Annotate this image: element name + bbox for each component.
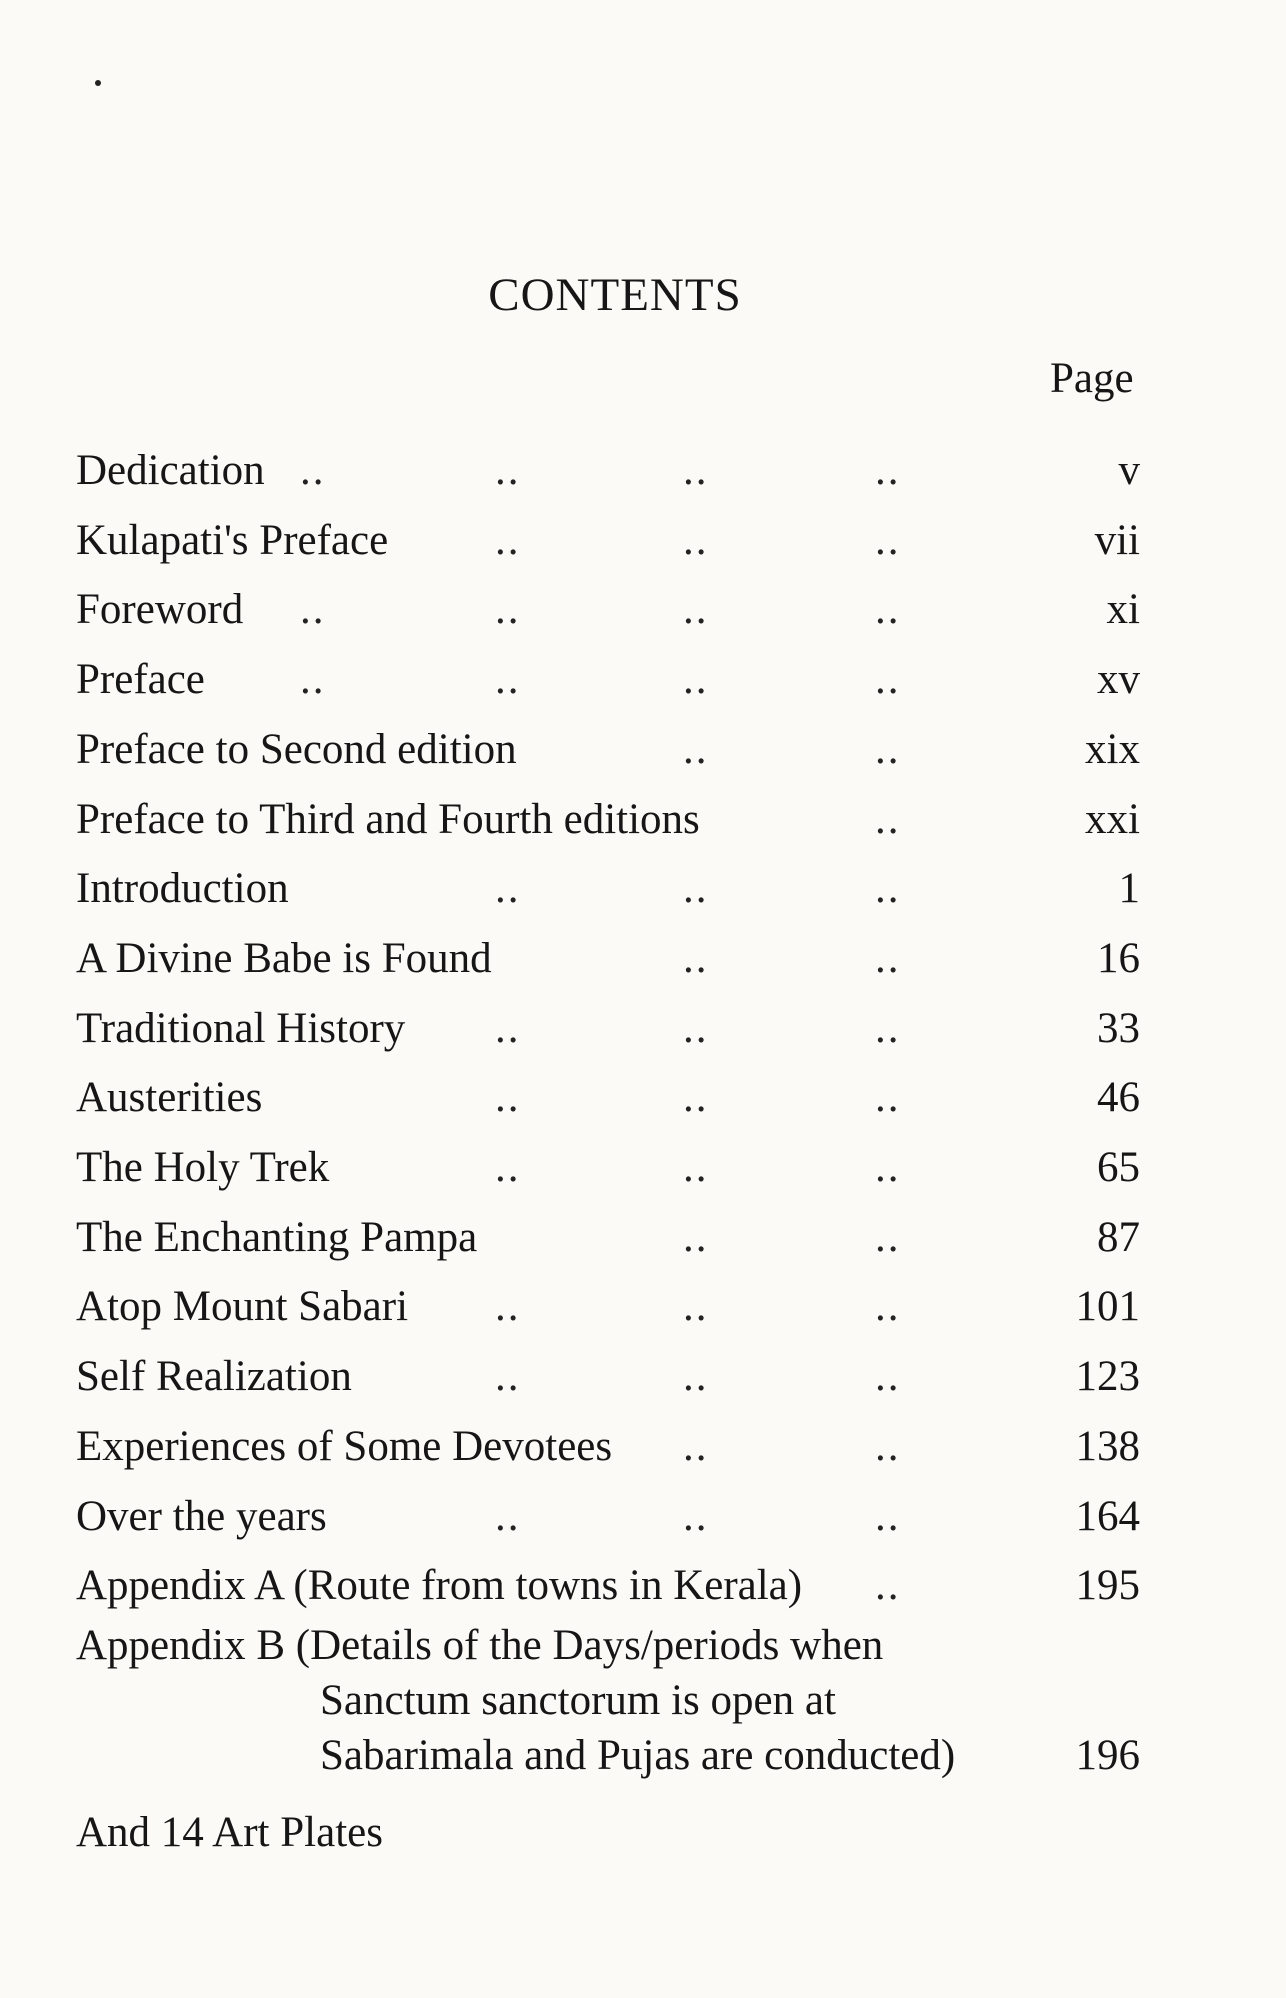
leader-dots: .. xyxy=(495,1283,521,1331)
leader-dots: .. xyxy=(683,1492,709,1540)
leader-dots: .. xyxy=(875,1144,901,1191)
leader-dots: .. xyxy=(875,725,901,773)
toc-entry xyxy=(0,1486,1286,1548)
toc-entry-title: Introduction xyxy=(76,865,289,913)
leader-dots: .. xyxy=(875,795,901,843)
toc-entry-page: 101 xyxy=(1075,1283,1140,1331)
toc-entry-page: xi xyxy=(1106,586,1140,634)
toc-entry xyxy=(0,789,1286,851)
toc-entry-page: 164 xyxy=(1075,1492,1140,1540)
toc-entry xyxy=(0,858,1286,920)
leader-dots: .. xyxy=(875,1422,901,1470)
leader-dots: .. xyxy=(875,1353,901,1401)
toc-entry-title: Atop Mount Sabari xyxy=(76,1283,409,1331)
leader-dots: .. xyxy=(300,656,326,704)
leader-dots: .. xyxy=(875,447,901,494)
leader-dots: .. xyxy=(683,586,709,634)
leader-dots: .. xyxy=(875,1492,901,1540)
leader-dots: .. xyxy=(495,516,521,564)
leader-dots: .. xyxy=(300,586,326,634)
toc-entry-title: Preface to Third and Fourth editions xyxy=(76,795,700,843)
toc-entry-title: Austerities xyxy=(76,1074,263,1122)
toc-entry xyxy=(0,1137,1286,1199)
toc-entry-title: Dedication xyxy=(76,447,265,494)
toc-entry-title: A Divine Babe is Found xyxy=(76,934,492,982)
page-title: CONTENTS xyxy=(488,269,742,321)
leader-dots: .. xyxy=(683,1422,709,1470)
leader-dots: .. xyxy=(495,1353,521,1401)
toc-entry-page: xxi xyxy=(1085,795,1140,843)
leader-dots: .. xyxy=(683,1074,709,1122)
leader-dots: .. xyxy=(875,586,901,634)
leader-dots: .. xyxy=(683,934,709,982)
leader-dots: .. xyxy=(875,516,901,564)
toc-entry-title-line: Appendix B (Details of the Days/periods when xyxy=(76,1622,884,1669)
toc-entry xyxy=(0,719,1286,781)
toc-entry-title: Appendix A (Route from towns in Kerala) xyxy=(76,1562,803,1610)
toc-entry-title: Kulapati's Preface xyxy=(76,516,389,564)
leader-dots: .. xyxy=(495,656,521,704)
leader-dots: .. xyxy=(495,1492,521,1540)
leader-dots: .. xyxy=(875,1004,901,1052)
leader-dots: .. xyxy=(683,516,709,564)
toc-entry-title: Experiences of Some Devotees xyxy=(76,1422,613,1470)
toc-entry-title: Self Realization xyxy=(76,1353,352,1401)
toc-entry-page: 196 xyxy=(1075,1732,1140,1779)
leader-dots: .. xyxy=(495,865,521,913)
leader-dots: .. xyxy=(875,656,901,704)
toc-entry-page: v xyxy=(1118,447,1140,494)
toc-entry-page: 195 xyxy=(1075,1562,1140,1610)
toc-entry-page: 65 xyxy=(1097,1144,1140,1191)
toc-entry xyxy=(0,1067,1286,1129)
toc-entry-title: Preface to Second edition xyxy=(76,725,517,773)
leader-dots: .. xyxy=(875,1213,901,1261)
ink-speck xyxy=(95,80,101,86)
toc-entry-page: 46 xyxy=(1097,1074,1140,1122)
toc-entry xyxy=(0,1207,1286,1269)
toc-entry-title: Traditional History xyxy=(76,1004,406,1052)
toc-entry xyxy=(0,1276,1286,1338)
toc-entry-title: Foreword xyxy=(76,586,244,634)
leader-dots: .. xyxy=(683,447,709,494)
leader-dots: .. xyxy=(683,1353,709,1401)
toc-entry xyxy=(0,579,1286,641)
leader-dots: .. xyxy=(875,865,901,913)
toc-entry-title: Over the years xyxy=(76,1492,327,1540)
toc-entry xyxy=(0,510,1286,572)
leader-dots: .. xyxy=(875,1562,901,1610)
toc-entry-title-line: Sanctum sanctorum is open at xyxy=(320,1677,836,1724)
toc-entry xyxy=(0,649,1286,711)
leader-dots: .. xyxy=(683,1004,709,1052)
leader-dots: .. xyxy=(875,1074,901,1122)
toc-entry-page: 87 xyxy=(1097,1213,1140,1261)
toc-entry xyxy=(0,1346,1286,1408)
toc-entry-page: 16 xyxy=(1097,934,1140,982)
page-column-label: Page xyxy=(1050,355,1134,402)
leader-dots: .. xyxy=(300,447,326,494)
toc-entry-title-line: Sabarimala and Pujas are conducted) xyxy=(320,1732,956,1779)
leader-dots: .. xyxy=(683,1283,709,1331)
toc-entry-title: The Enchanting Pampa xyxy=(76,1213,478,1261)
leader-dots: .. xyxy=(875,1283,901,1331)
leader-dots: .. xyxy=(683,725,709,773)
toc-entry xyxy=(0,998,1286,1060)
leader-dots: .. xyxy=(683,1144,709,1191)
toc-entry-page: 1 xyxy=(1118,865,1140,913)
toc-entry xyxy=(0,1416,1286,1478)
toc-entry-title: Preface xyxy=(76,656,205,704)
leader-dots: .. xyxy=(495,1144,521,1191)
toc-entry-page: 138 xyxy=(1075,1422,1140,1470)
toc-entry-page: 33 xyxy=(1097,1004,1140,1052)
toc-entry-page: xv xyxy=(1097,656,1140,704)
toc-entry xyxy=(0,928,1286,990)
leader-dots: .. xyxy=(495,1074,521,1122)
toc-entry-page: vii xyxy=(1094,516,1140,564)
leader-dots: .. xyxy=(495,586,521,634)
toc-entry xyxy=(0,440,1286,502)
leader-dots: .. xyxy=(683,865,709,913)
leader-dots: .. xyxy=(495,447,521,494)
leader-dots: .. xyxy=(683,656,709,704)
toc-entry xyxy=(0,1555,1286,1617)
toc-entry-title: The Holy Trek xyxy=(76,1144,330,1191)
toc-entry-page: 123 xyxy=(1075,1353,1140,1401)
art-plates-note: And 14 Art Plates xyxy=(76,1809,383,1856)
leader-dots: .. xyxy=(683,1213,709,1261)
leader-dots: .. xyxy=(875,934,901,982)
leader-dots: .. xyxy=(495,1004,521,1052)
toc-entry-page: xix xyxy=(1085,725,1140,773)
